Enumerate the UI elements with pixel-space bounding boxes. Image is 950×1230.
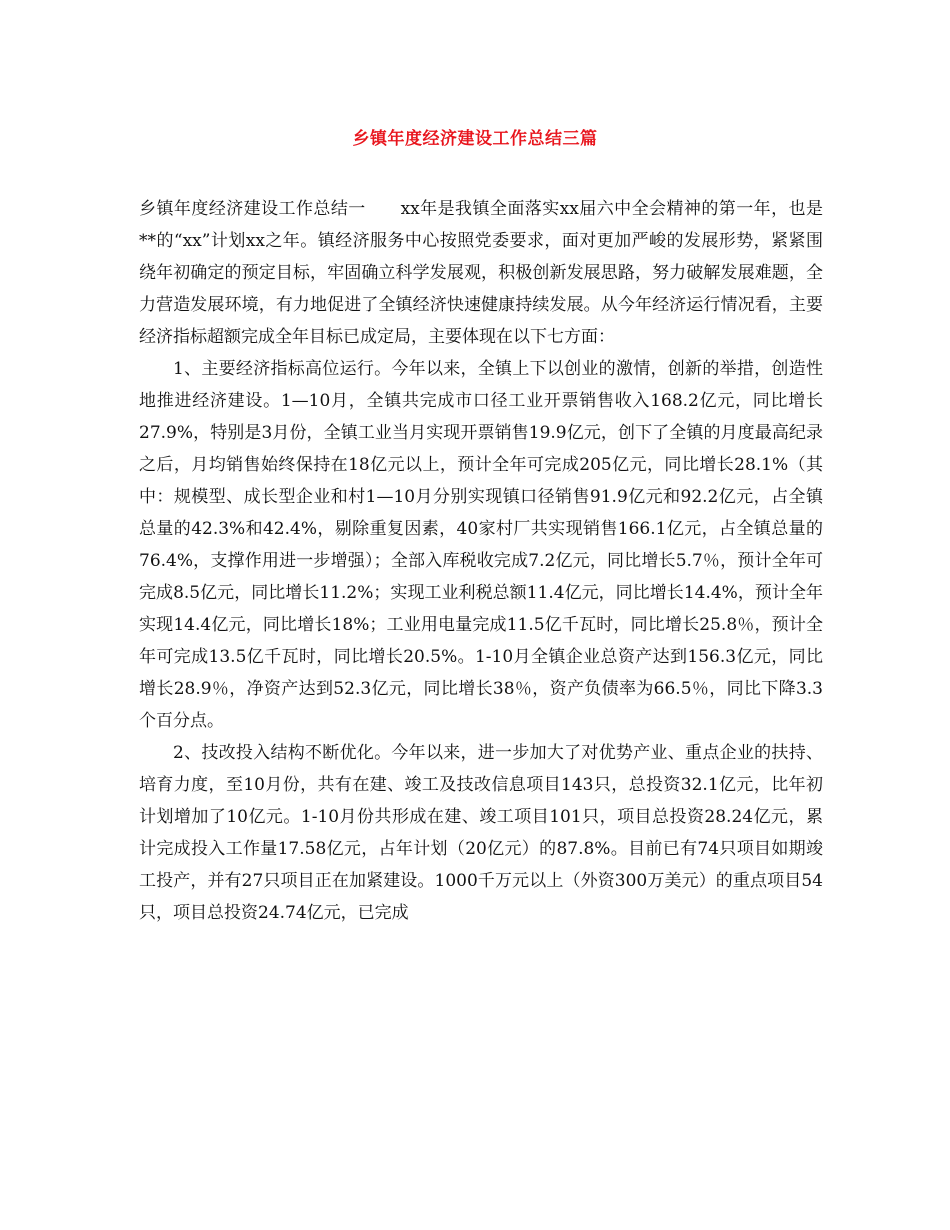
paragraph-technical-investment: 2、技改投入结构不断优化。今年以来，进一步加大了对优势产业、重点企业的扶持、培育力度，至10月份，共有在建、竣工及技改信息项目143只，总投资32.1亿元，比年初计划增加了10亿元。1-10月份共形成在建、竣工项目101只，项目总投资28.24亿元，累计完成投入工作量17.58亿元，占年计划（20亿元）的87.8%。目前已有74只项目如期竣工投产，并有27只项目正在加紧建设。1000千万元以上（外资300万美元）的重点项目54只，项目总投资24.74亿元，已完成 [139, 743, 823, 923]
paragraph-intro: 乡镇年度经济建设工作总结一 xx年是我镇全面落实xx届六中全会精神的第一年，也是**的“xx”计划xx之年。镇经济服务中心按照党委要求，面对更加严峻的发展形势，紧紧围绕年初确定的预定目标，牢固确立科学发展观，积极创新发展思路，努力破解发展难题，全力营造发展环境，有力地促进了全镇经济快速健康持续发展。从今年经济运行情况看，主要经济指标超额完成全年目标已成定局，主要体现在以下七方面： [139, 199, 823, 347]
document-title: 乡镇年度经济建设工作总结三篇 [352, 129, 598, 149]
document-body [139, 193, 823, 929]
paragraph-economic-indicators: 1、主要经济指标高位运行。今年以来，全镇上下以创业的激情，创新的举措，创造性地推进经济建设。1—10月，全镇共完成市口径工业开票销售收入168.2亿元，同比增长27.9%，特别是3月份，全镇工业当月实现开票销售19.9亿元，创下了全镇的月度最高纪录之后，月均销售始终保持在18亿元以上，预计全年可完成205亿元，同比增长28.1%（其中：规模型、成长型企业和村1—10月分别实现镇口径销售91.9亿元和92.2亿元，占全镇总量的42.3%和42.4%，剔除重复因素，40家村厂共实现销售166.1亿元，占全镇总量的76.4%，支撑作用进一步增强）；全部入库税收完成7.2亿元，同比增长5.7％，预计全年可完成8.5亿元，同比增长11.2%；实现工业利税总额11.4亿元，同比增长14.4%，预计全年实现14.4亿元，同比增长18%；工业用电量完成11.5亿千瓦时，同比增长25.8％，预计全年可完成13.5亿千瓦时，同比增长20.5%。1-10月全镇企业总资产达到156.3亿元，同比增长28.9％，净资产达到52.3亿元，同比增长38％，资产负债率为66.5％，同比下降3.3个百分点。 [139, 359, 823, 731]
